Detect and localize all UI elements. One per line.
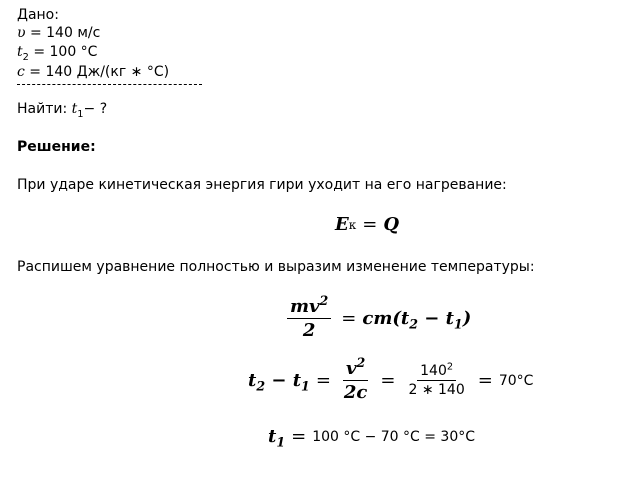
given-label: Дано: — [17, 7, 59, 23]
given-t2 — [17, 43, 97, 61]
c-symbol: c — [17, 64, 25, 80]
eq3-equals-3: = — [477, 370, 493, 391]
eq3-f1-denominator: 2c — [343, 382, 368, 403]
find-label: Найти: — [17, 101, 72, 117]
equation-energy-balance: E к = Q — [335, 214, 400, 235]
eq2-denominator: 2 — [302, 320, 316, 341]
equation-temperature-diff — [248, 355, 534, 403]
find-symbol: t — [71, 101, 78, 117]
eq4-equals: = — [291, 426, 307, 447]
t2-symbol: t — [17, 44, 23, 60]
dashed-separator — [17, 84, 202, 85]
t2-value: = 100 °C — [28, 44, 98, 60]
eq1-right: Q — [383, 214, 400, 235]
find-subscript: 1 — [77, 108, 84, 120]
given-velocity — [17, 24, 100, 42]
eq3-result: 70°C — [498, 372, 534, 389]
velocity-value: = 140 м/с — [25, 25, 101, 41]
eq2-rhs: $cm(t_2 - t_1)$ — [362, 308, 472, 332]
eq2-fraction — [287, 293, 331, 341]
eq3-fraction-2 — [405, 363, 467, 398]
solution-heading: Решение: — [17, 139, 96, 155]
find-question: − ? — [83, 101, 108, 117]
eq3-fraction-1 — [341, 355, 370, 403]
eq3-lhs: $t_2 - t_1$ — [248, 370, 310, 394]
eq4-lhs: $t_1$ — [268, 426, 286, 450]
eq2-numerator: $mv^2$ — [287, 296, 331, 319]
eq3-f1-numerator: $v^2$ — [343, 358, 368, 381]
eq1-equals: = — [362, 214, 378, 235]
eq3-f2-numerator: $140^2$ — [417, 363, 456, 381]
equation-final-answer — [268, 426, 476, 450]
find-line — [17, 100, 107, 118]
paragraph-kinetic-energy: При ударе кинетическая энергия гири уходит на его нагревание: — [17, 177, 507, 193]
eq3-equals-1: = — [315, 370, 331, 391]
t2-subscript: 2 — [22, 51, 29, 63]
eq3-f2-denominator: 2 ∗ 140 — [408, 382, 465, 398]
eq3-equals-2: = — [380, 370, 396, 391]
velocity-symbol: υ — [17, 25, 26, 41]
equation-heat-full — [283, 293, 472, 341]
eq2-equals: = — [341, 308, 357, 329]
c-value: = 140 Дж/(кг ∗ °C) — [24, 64, 170, 80]
given-c — [17, 63, 169, 81]
paragraph-express: Распишем уравнение полностью и выразим изменение температуры: — [17, 259, 535, 275]
eq4-rhs: 100 °C − 70 °C = 30°C — [312, 428, 476, 445]
eq1-left: E — [335, 214, 349, 235]
